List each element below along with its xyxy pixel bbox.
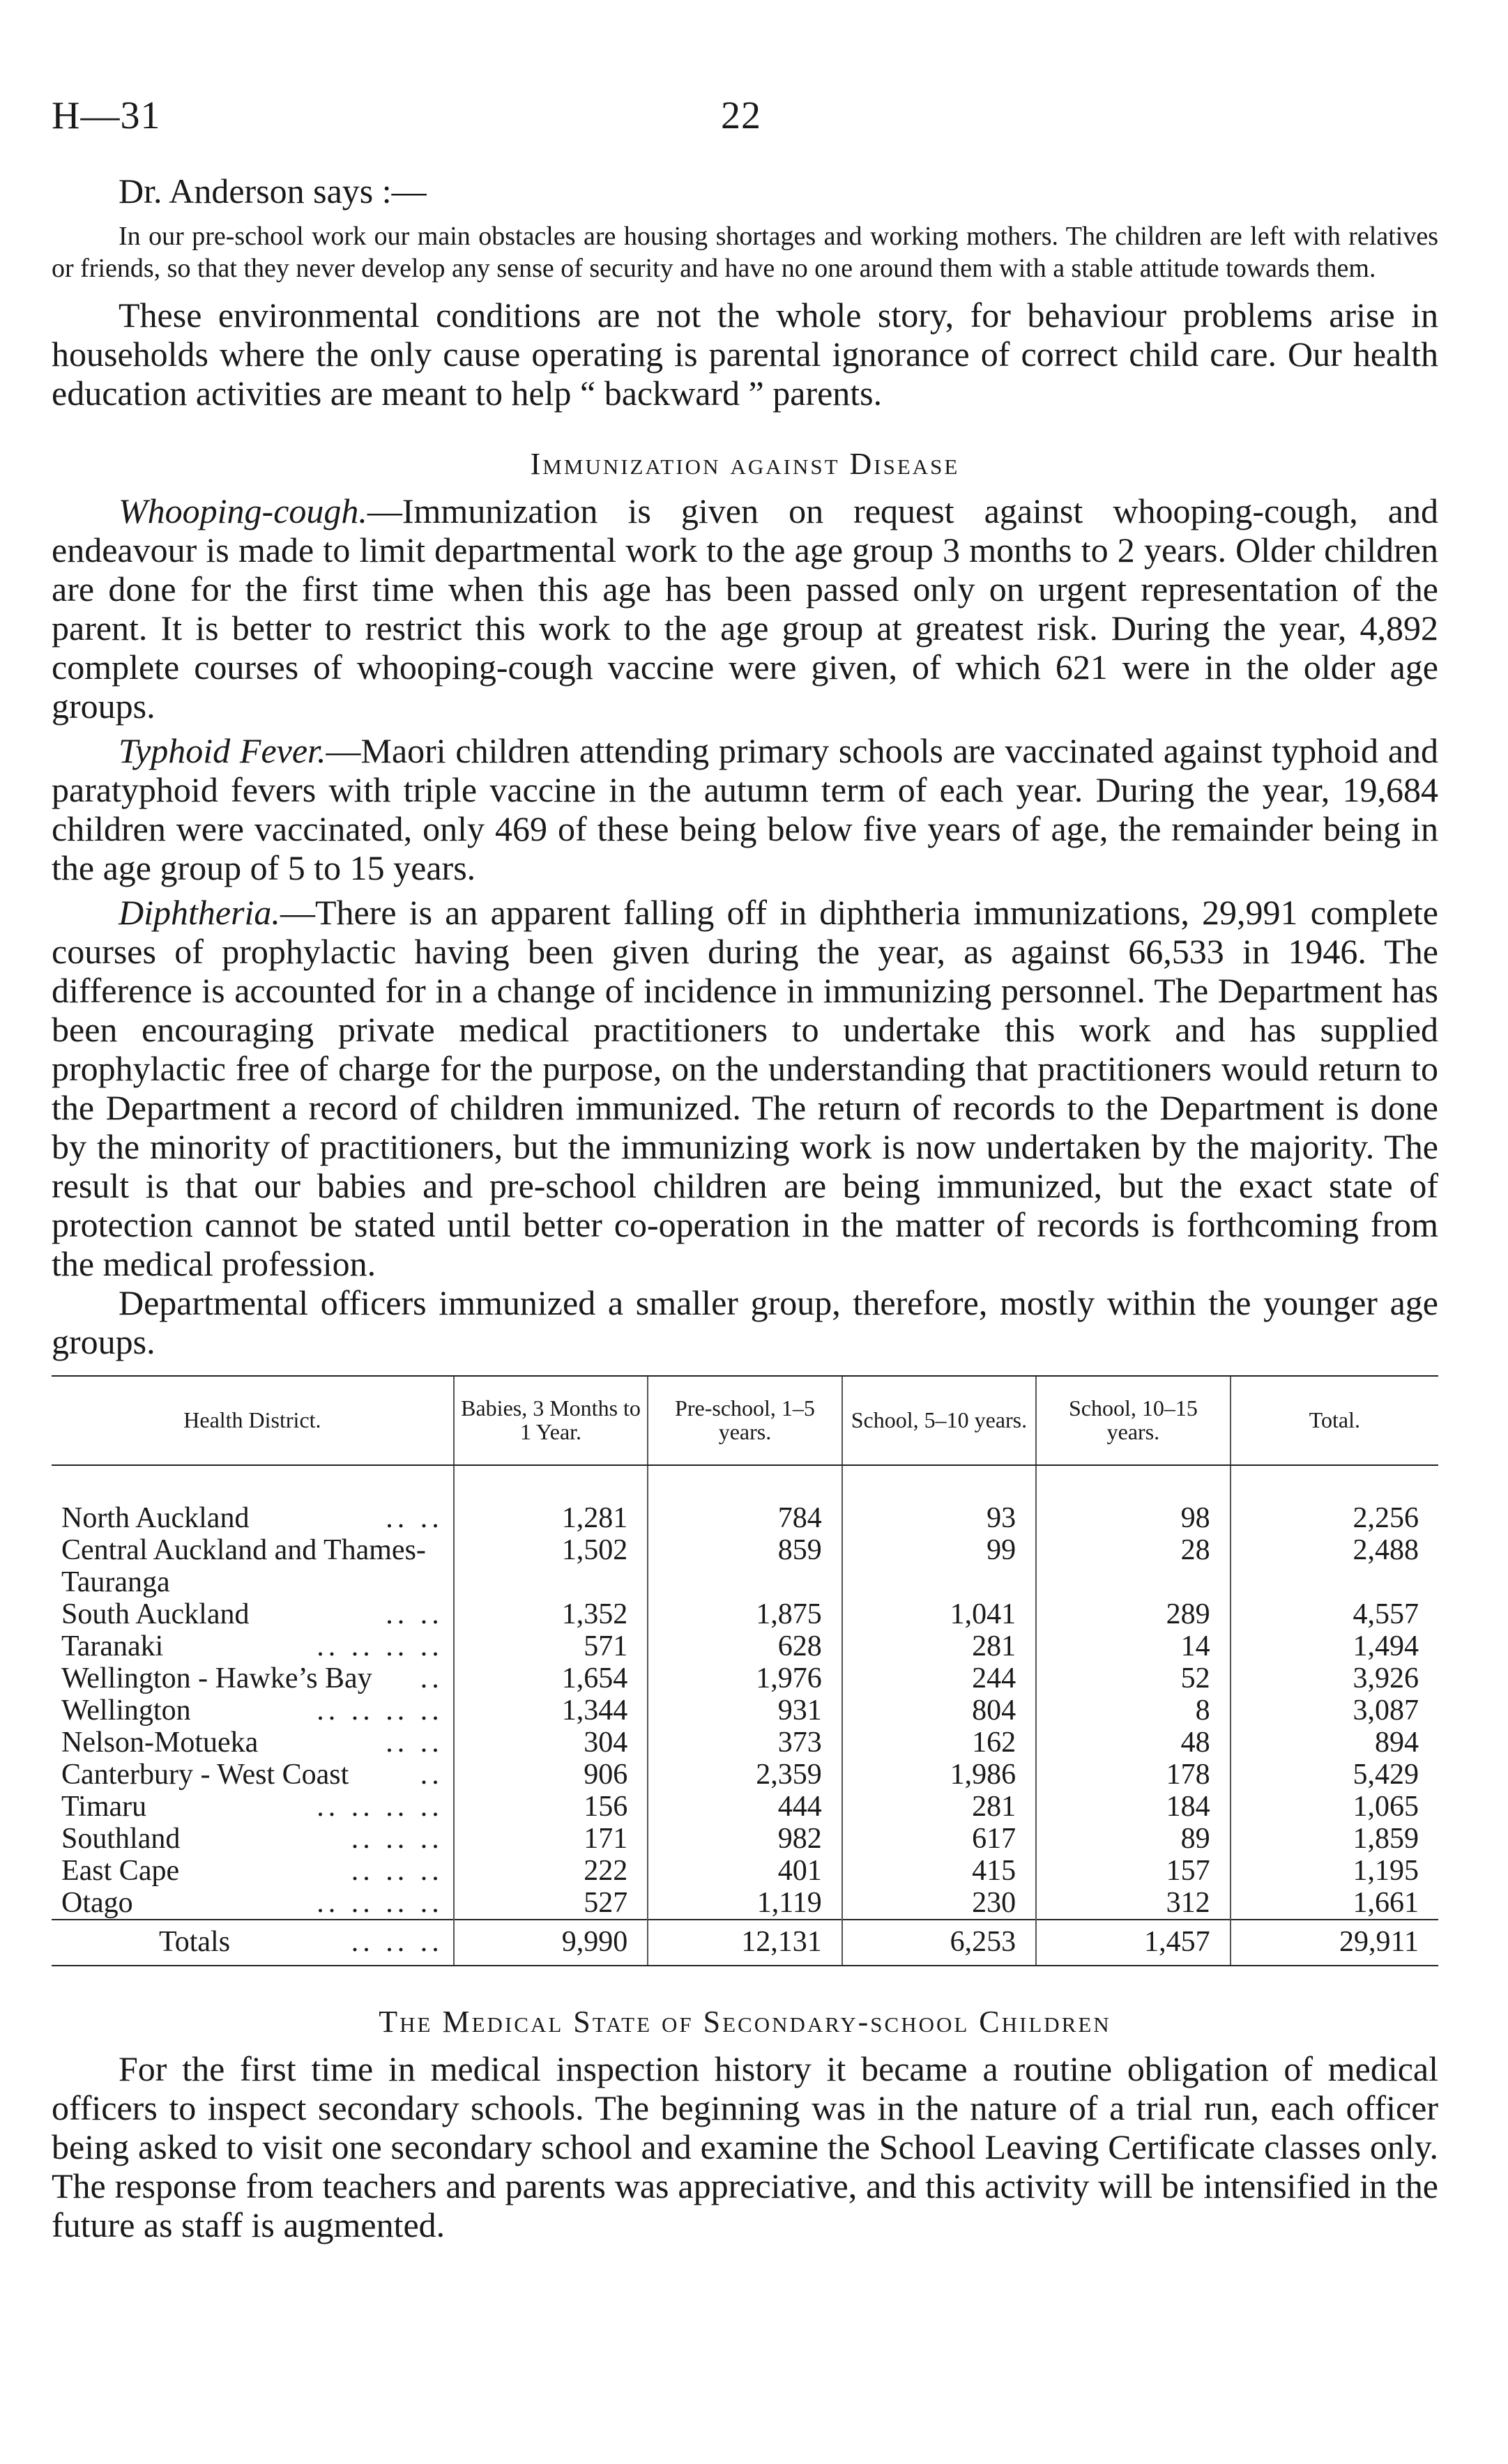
cell-district [52, 1887, 454, 1920]
secondary-school-paragraph: For the first time in medical inspection history it became a routine obligation of medical officers to inspect secondary schools. The beginning was in the nature of a trial run, each officer being asked to visit one secondary school and examine the School Leaving Certificate classes only. The response from teachers and parents was appreciative, and this activity will be intensified in the future as staff is augmented. [52, 2049, 1438, 2244]
immunization-table [52, 1375, 1438, 1966]
cell-preschool: 1,875 [648, 1598, 841, 1630]
leader-dots: .. [420, 1759, 443, 1791]
cell-school-10-15: 312 [1036, 1887, 1230, 1920]
table-row [52, 1823, 1438, 1855]
cell-school-10-15: 8 [1036, 1694, 1230, 1727]
cell-district [52, 1694, 454, 1727]
header-total: Total. [1231, 1376, 1438, 1465]
diphtheria-paragraph [52, 893, 1438, 1283]
header-school-10-15: School, 10–15 years. [1036, 1376, 1230, 1465]
typhoid-text: —Maori children attending primary schools are vaccinated against typhoid and paratyphoid fevers with triple vaccine in the autumn term of each year. During the year, 19,684 children were vaccinated, only 469 of these being below five years of age, the remainder being in the age group of 5 to 15 years. [52, 731, 1439, 887]
cell-school-5-10: 244 [842, 1662, 1036, 1694]
cell-total: 4,557 [1231, 1598, 1438, 1630]
leader-dots: .. .. [386, 1502, 443, 1534]
cell-total: 3,926 [1231, 1662, 1438, 1694]
page-number: 22 [721, 94, 761, 137]
cell-babies: 1,502 [454, 1534, 648, 1598]
district-label [61, 1791, 443, 1823]
whooping-cough-text: —Immunization is given on request against whooping-cough, and endeavour is made to limit departmental work to the age group 3 months to 2 years. Older children are done for the first time when this age has been passed only on urgent representation of the parent. It is better to restrict this work to the age group at greatest risk. During the year, 4,892 complete courses of whooping-cough vaccine were given, of which 621 were in the older age groups. [52, 491, 1438, 726]
district-label [61, 1662, 443, 1694]
cell-babies: 1,281 [454, 1465, 648, 1534]
cell-school-5-10: 93 [842, 1465, 1036, 1534]
whooping-cough-label: Whooping-cough. [119, 491, 367, 530]
total-school-10-15: 1,457 [1036, 1920, 1230, 1966]
cell-school-10-15: 28 [1036, 1534, 1230, 1598]
cell-district [52, 1465, 454, 1534]
cell-total: 1,661 [1231, 1887, 1438, 1920]
table-row [52, 1465, 1438, 1534]
cell-preschool: 859 [648, 1534, 841, 1598]
cell-district [52, 1598, 454, 1630]
cell-total: 1,494 [1231, 1630, 1438, 1662]
cell-total: 2,256 [1231, 1465, 1438, 1534]
district-label [61, 1759, 443, 1791]
quoted-statement: In our pre-school work our main obstacles are housing shortages and working mothers. The children are left with relatives or friends, so that they never develop any sense of security and have no one around them with a stable attitude towards them. [52, 222, 1438, 283]
cell-preschool: 628 [648, 1630, 841, 1662]
cell-school-10-15: 52 [1036, 1662, 1230, 1694]
cell-district [52, 1855, 454, 1887]
table-body [52, 1465, 1438, 1966]
cell-preschool: 2,359 [648, 1759, 841, 1791]
table-row [52, 1694, 1438, 1727]
cell-babies: 1,654 [454, 1662, 648, 1694]
totals-label [61, 1926, 443, 1958]
district-name: Taranaki [61, 1630, 164, 1662]
cell-school-5-10: 415 [842, 1855, 1036, 1887]
leader-dots: .. .. .. .. [317, 1791, 443, 1823]
total-total: 29,911 [1231, 1920, 1438, 1966]
leader-dots: .. .. .. .. [317, 1694, 443, 1727]
table-row [52, 1855, 1438, 1887]
cell-babies: 1,344 [454, 1694, 648, 1727]
table-row [52, 1727, 1438, 1759]
cell-school-5-10: 617 [842, 1823, 1036, 1855]
cell-school-10-15: 178 [1036, 1759, 1230, 1791]
district-label [61, 1534, 443, 1598]
cell-preschool: 931 [648, 1694, 841, 1727]
district-label [61, 1694, 443, 1727]
district-label [61, 1823, 443, 1855]
cell-babies: 156 [454, 1791, 648, 1823]
cell-babies: 1,352 [454, 1598, 648, 1630]
typhoid-label: Typhoid Fever. [119, 731, 326, 770]
cell-school-5-10: 281 [842, 1791, 1036, 1823]
cell-district [52, 1662, 454, 1694]
typhoid-paragraph [52, 731, 1438, 887]
leader-dots: .. .. .. .. [317, 1887, 443, 1919]
header-school-5-10: School, 5–10 years. [842, 1376, 1036, 1465]
table-row [52, 1662, 1438, 1694]
cell-school-5-10: 804 [842, 1694, 1036, 1727]
whooping-cough-paragraph [52, 491, 1438, 726]
cell-total: 894 [1231, 1727, 1438, 1759]
cell-school-10-15: 157 [1036, 1855, 1230, 1887]
cell-school-10-15: 184 [1036, 1791, 1230, 1823]
diphtheria-text: —There is an apparent falling off in diphtheria immunizations, 29,991 complete courses of prophylactic having been given during the year, as against 66,533 in 1946. The difference is accounted for in a change of incidence in immunizing personnel. The Department has been encouraging private medical practitioners to undertake this work and has supplied prophylactic free of charge for the purpose, on the understanding that practitioners would return to the Department a record of children immunized. The return of records to the Department is done by the minority of practitioners, but the immunizing work is now undertaken by the majority. The result is that our babies and pre-school children are being immunized, but the exact state of protection cannot be stated until better co-operation in the matter of records is forthcoming from the medical profession. [52, 893, 1438, 1283]
leader-dots: .. .. .. [351, 1855, 443, 1887]
district-name: Wellington [61, 1694, 191, 1727]
cell-school-10-15: 289 [1036, 1598, 1230, 1630]
cell-district [52, 1791, 454, 1823]
cell-preschool: 373 [648, 1727, 841, 1759]
district-name: Southland [61, 1823, 181, 1855]
cell-total: 3,087 [1231, 1694, 1438, 1727]
table-header-row [52, 1376, 1438, 1465]
immunization-heading: Immunization against Disease [530, 447, 960, 481]
page-header [52, 84, 1438, 146]
leader-dots: .. .. .. .. [317, 1630, 443, 1662]
district-label [61, 1727, 443, 1759]
district-name: North Auckland [61, 1502, 250, 1534]
total-school-5-10: 6,253 [842, 1920, 1036, 1966]
cell-school-5-10: 1,041 [842, 1598, 1036, 1630]
cell-school-10-15: 98 [1036, 1465, 1230, 1534]
cell-district [52, 1727, 454, 1759]
header-babies: Babies, 3 Months to 1 Year. [454, 1376, 648, 1465]
leader-dots: .. .. [386, 1727, 443, 1759]
cell-total: 1,195 [1231, 1855, 1438, 1887]
cell-babies: 222 [454, 1855, 648, 1887]
cell-preschool: 444 [648, 1791, 841, 1823]
cell-total: 1,065 [1231, 1791, 1438, 1823]
district-name: Otago [61, 1887, 133, 1919]
table-row [52, 1759, 1438, 1791]
totals-text: Totals [159, 1926, 231, 1958]
cell-school-5-10: 281 [842, 1630, 1036, 1662]
leader-dots: .. [420, 1662, 443, 1694]
cell-babies: 571 [454, 1630, 648, 1662]
cell-district [52, 1759, 454, 1791]
cell-school-5-10: 230 [842, 1887, 1036, 1920]
district-name: East Cape [61, 1855, 180, 1887]
district-label [61, 1598, 443, 1630]
cell-babies: 304 [454, 1727, 648, 1759]
cell-preschool: 1,976 [648, 1662, 841, 1694]
cell-district [52, 1534, 454, 1598]
diphtheria-label: Diphtheria. [119, 893, 280, 932]
leader-dots: .. .. .. [351, 1926, 443, 1958]
table-row [52, 1534, 1438, 1598]
total-preschool: 12,131 [648, 1920, 841, 1966]
district-name: South Auckland [61, 1598, 250, 1630]
secondary-school-heading: The Medical State of Secondary-school Children [379, 2005, 1111, 2039]
district-name: Wellington - Hawke’s Bay [61, 1662, 372, 1694]
totals-row [52, 1920, 1438, 1966]
cell-preschool: 1,119 [648, 1887, 841, 1920]
leader-dots [436, 1534, 443, 1598]
cell-babies: 171 [454, 1823, 648, 1855]
district-name: Nelson-Motueka [61, 1727, 259, 1759]
cell-school-10-15: 48 [1036, 1727, 1230, 1759]
cell-totals-label [52, 1920, 454, 1966]
district-label [61, 1502, 443, 1534]
cell-total: 5,429 [1231, 1759, 1438, 1791]
cell-district [52, 1630, 454, 1662]
cell-preschool: 401 [648, 1855, 841, 1887]
table-row [52, 1598, 1438, 1630]
cell-preschool: 982 [648, 1823, 841, 1855]
cell-school-10-15: 14 [1036, 1630, 1230, 1662]
environment-paragraph: These environmental conditions are not the whole story, for behaviour problems arise in households where the only cause operating is parental ignorance of correct child care. Our health education activities are meant to help “ backward ” parents. [52, 296, 1438, 413]
leader-dots: .. .. .. [351, 1823, 443, 1855]
cell-total: 1,859 [1231, 1823, 1438, 1855]
table-row [52, 1791, 1438, 1823]
cell-babies: 527 [454, 1887, 648, 1920]
header-health-district: Health District. [52, 1376, 454, 1465]
cell-school-5-10: 99 [842, 1534, 1036, 1598]
district-label [61, 1855, 443, 1887]
cell-school-5-10: 162 [842, 1727, 1036, 1759]
cell-school-10-15: 89 [1036, 1823, 1230, 1855]
table-row [52, 1630, 1438, 1662]
document-reference: H—31 [52, 94, 161, 137]
cell-district [52, 1823, 454, 1855]
cell-total: 2,488 [1231, 1534, 1438, 1598]
district-name: Central Auckland and Thames-Tauranga [61, 1534, 426, 1598]
cell-school-5-10: 1,986 [842, 1759, 1036, 1791]
district-label [61, 1630, 443, 1662]
total-babies: 9,990 [454, 1920, 648, 1966]
district-name: Canterbury - West Coast [61, 1759, 349, 1791]
leader-dots: .. .. [386, 1598, 443, 1630]
header-preschool: Pre-school, 1–5 years. [648, 1376, 841, 1465]
quote-attribution: Dr. Anderson says :— [119, 171, 427, 211]
cell-preschool: 784 [648, 1465, 841, 1534]
district-label [61, 1887, 443, 1919]
district-name: Timaru [61, 1791, 147, 1823]
departmental-paragraph: Departmental officers immunized a smaller group, therefore, mostly within the younger age groups. [52, 1283, 1438, 1361]
table-row [52, 1887, 1438, 1920]
cell-babies: 906 [454, 1759, 648, 1791]
